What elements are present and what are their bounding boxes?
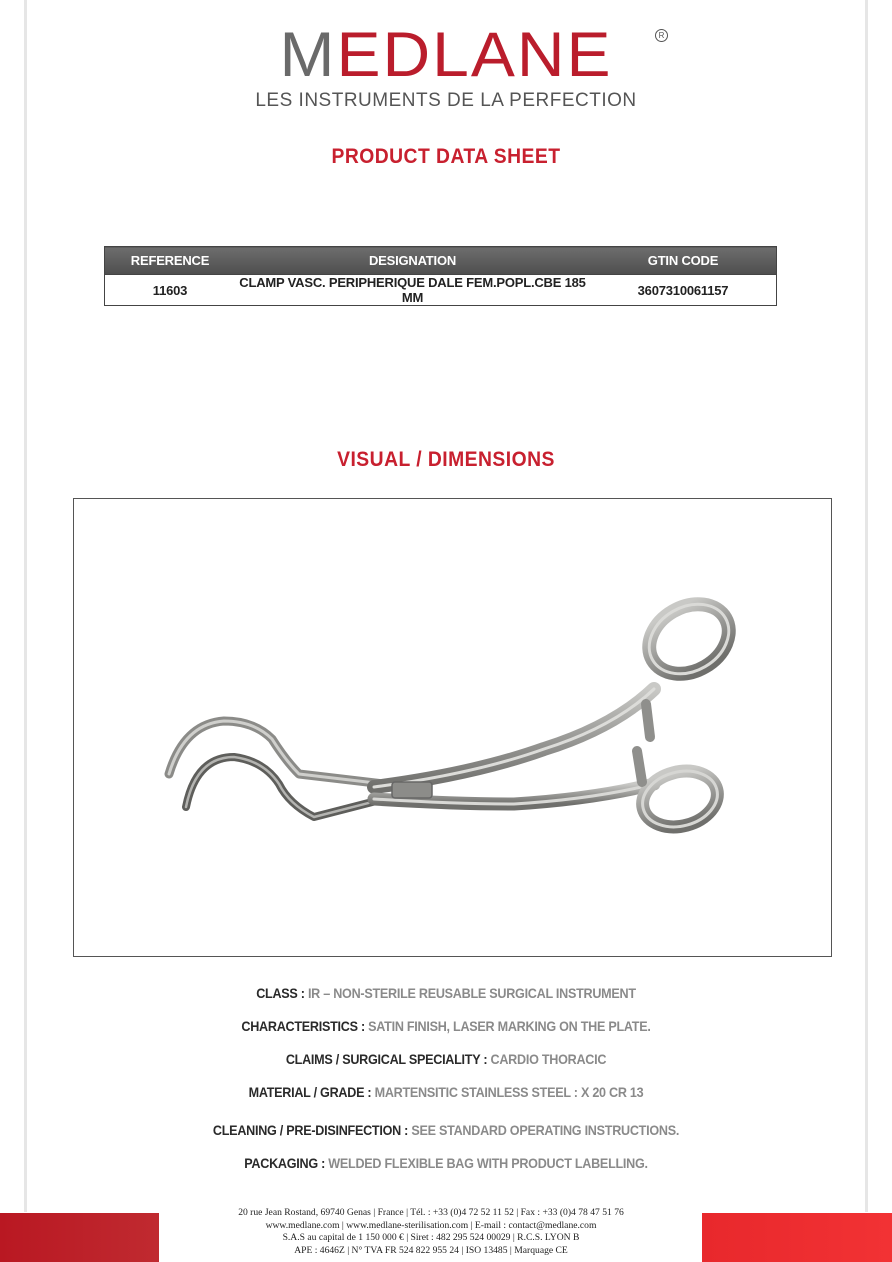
footer-web-line: www.medlane.com | www.medlane-sterilisation.com | E-mail : contact@medlane.com — [265, 1219, 597, 1231]
spec-characteristics — [45, 1018, 848, 1034]
header-designation: DESIGNATION — [235, 247, 590, 275]
footer-company-info — [160, 1207, 702, 1257]
table-header-row — [105, 247, 777, 275]
spec-material-label: MATERIAL / GRADE : — [248, 1084, 375, 1100]
spec-cleaning — [45, 1122, 848, 1138]
spec-class — [45, 985, 848, 1001]
spec-material — [45, 1084, 848, 1100]
footer-registration-line: APE : 4646Z | N° TVA FR 524 822 955 24 | ISO 13485 | Marquage CE — [294, 1244, 568, 1256]
vascular-clamp-image — [74, 499, 831, 956]
footer-legal-line: S.A.S au capital de 1 150 000 € | Siret : 482 295 524 00029 | R.C.S. LYON B — [282, 1232, 580, 1243]
spec-class-value: IR – NON-STERILE REUSABLE SURGICAL INSTRUMENT — [307, 985, 636, 1001]
footer-address-line: 20 rue Jean Rostand, 69740 Genas | France | Tél. : +33 (0)4 72 52 11 52 | Fax : +33 (0)4 78 47 51 76 — [238, 1207, 624, 1218]
brand-logo-initial: M — [279, 18, 337, 90]
spec-packaging-value: WELDED FLEXIBLE BAG WITH PRODUCT LABELLING. — [328, 1155, 648, 1171]
spec-characteristics-value: SATIN FINISH, LASER MARKING ON THE PLATE. — [368, 1018, 651, 1034]
page-frame-right — [865, 0, 868, 1212]
footer-red-bar-right — [702, 1213, 892, 1262]
product-visual-frame — [73, 498, 832, 957]
spec-packaging — [45, 1155, 848, 1171]
cell-gtin-code: 3607310061157 — [590, 275, 777, 306]
spec-material-value: MARTENSITIC STAINLESS STEEL : X 20 CR 13 — [374, 1084, 644, 1100]
brand-logo-wordmark: MEDLANE — [279, 18, 613, 90]
cell-reference: 11603 — [105, 275, 236, 306]
spec-claims-value: CARDIO THORACIC — [490, 1051, 607, 1067]
spec-packaging-label: PACKAGING : — [244, 1155, 329, 1171]
brand-logo — [0, 18, 892, 90]
footer-red-bar-left — [0, 1213, 159, 1262]
spec-cleaning-value: SEE STANDARD OPERATING INSTRUCTIONS. — [411, 1122, 680, 1138]
visual-dimensions-title: VISUAL / DIMENSIONS — [337, 448, 555, 471]
brand-tagline: LES INSTRUMENTS DE LA PERFECTION — [255, 90, 637, 111]
header-gtin-code: GTIN CODE — [590, 247, 777, 275]
spec-characteristics-label: CHARACTERISTICS : — [241, 1018, 369, 1034]
cell-designation: CLAMP VASC. PERIPHERIQUE DALE FEM.POPL.CBE 185 MM — [235, 275, 590, 306]
spec-class-label: CLASS : — [256, 985, 308, 1001]
header-reference: REFERENCE — [105, 247, 236, 275]
page-frame-left — [24, 0, 27, 1212]
spec-claims-label: CLAIMS / SURGICAL SPECIALITY : — [285, 1051, 491, 1067]
spec-claims — [45, 1051, 848, 1067]
product-reference-table — [104, 246, 777, 306]
spec-cleaning-label: CLEANING / PRE-DISINFECTION : — [212, 1122, 412, 1138]
registered-mark: R — [655, 29, 668, 42]
product-data-sheet-title: PRODUCT DATA SHEET — [331, 145, 561, 168]
table-row — [105, 275, 777, 306]
